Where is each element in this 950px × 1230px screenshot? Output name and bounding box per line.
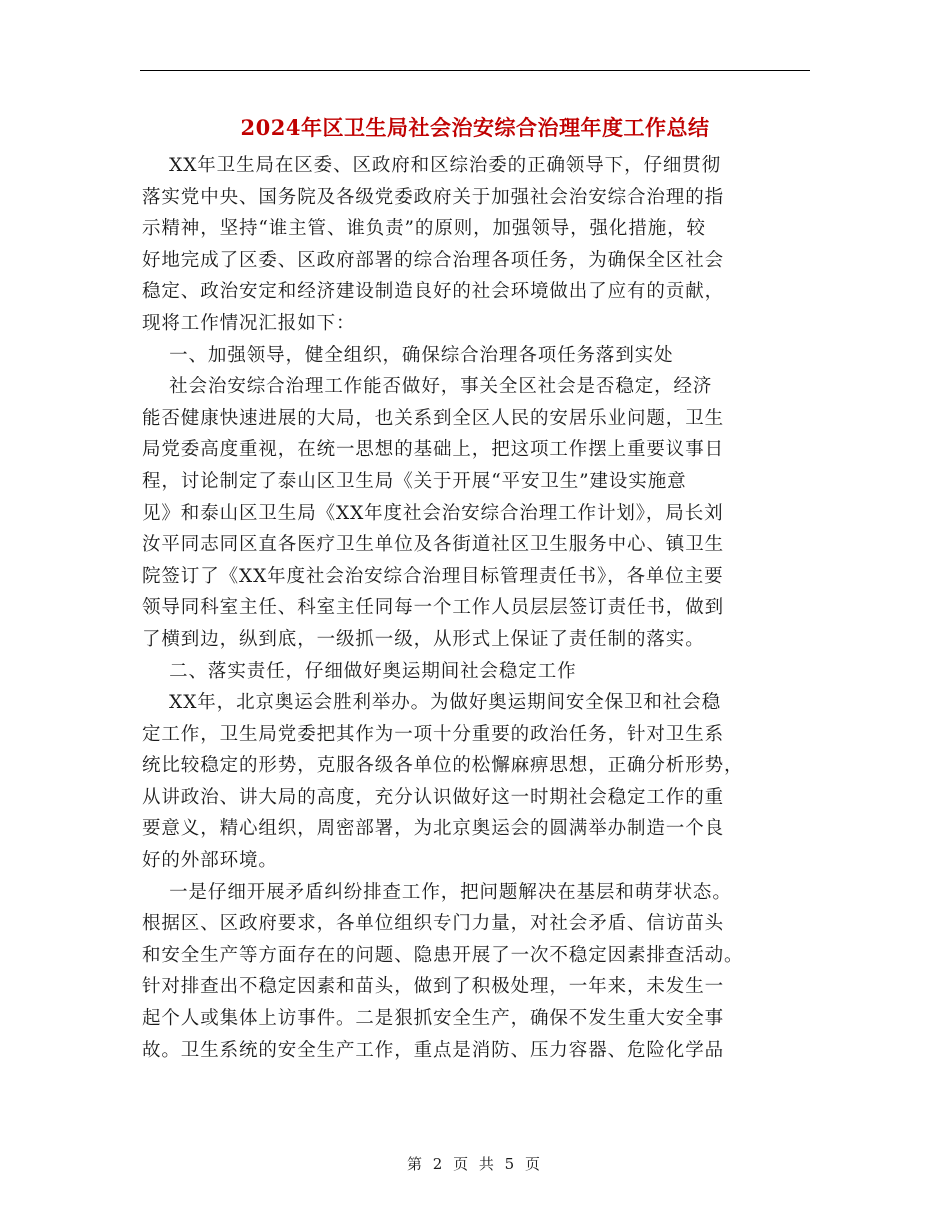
text-line: 能否健康快速进展的大局，也关系到全区人民的安居乐业问题，卫生: [142, 407, 725, 429]
document-title: 2024年区卫生局社会治安综合治理年度工作总结: [240, 115, 710, 140]
text-line: 根据区、区政府要求，各单位组织专门力量，对社会矛盾、信访苗头: [142, 913, 725, 935]
text-line: 好的外部环境。: [142, 850, 278, 872]
text-line: 程，讨论制定了泰山区卫生局《关于开展“平安卫生”建设实施意: [142, 470, 687, 492]
text-line: 汝平同志同区直各医疗卫生单位及各街道社区卫生服务中心、镇卫生: [142, 534, 725, 556]
text-line: XX年，北京奥运会胜利举办。为做好奥运期间安全保卫和社会稳: [142, 692, 722, 714]
text-line: 从讲政治、讲大局的高度，充分认识做好这一时期社会稳定工作的重: [142, 786, 725, 808]
text-line: 和安全生产等方面存在的问题、隐患开展了一次不稳定因素排查活动。: [142, 944, 744, 966]
text-line: 见》和泰山区卫生局《XX年度社会治安综合治理工作计划》，局长刘: [142, 502, 724, 524]
text-line: 院签订了《XX年度社会治安综合治理目标管理责任书》，各单位主要: [142, 565, 724, 587]
text-line: 定工作，卫生局党委把其作为一项十分重要的政治任务，针对卫生系: [142, 723, 725, 745]
text-line: 一是仔细开展矛盾纠纷排查工作，把问题解决在基层和萌芽状态。: [142, 881, 732, 903]
text-line: 了横到边，纵到底，一级抓一级，从形式上保证了责任制的落实。: [142, 628, 705, 650]
text-line: 二、落实责任，仔细做好奥运期间社会稳定工作: [142, 660, 577, 682]
text-line: 针对排查出不稳定因素和苗头，做到了积极处理，一年来，未发生一: [142, 976, 725, 998]
text-line: 现将工作情况汇报如下：: [142, 312, 356, 334]
text-line: 社会治安综合治理工作能否做好，事关全区社会是否稳定，经济: [142, 376, 713, 398]
page-number: 第 2 页 共 5 页: [407, 1155, 543, 1173]
text-line: 起个人或集体上访事件。二是狠抓安全生产，确保不发生重大安全事: [142, 1008, 725, 1030]
text-line: 示精神，坚持“谁主管、谁负责”的原则，加强领导，强化措施，较: [142, 218, 706, 240]
text-line: XX年卫生局在区委、区政府和区综治委的正确领导下，仔细贯彻: [142, 155, 722, 176]
text-line: 落实党中央、国务院及各级党委政府关于加强社会治安综合治理的指: [142, 186, 725, 208]
text-line: 好地完成了区委、区政府部署的综合治理各项任务，为确保全区社会: [142, 249, 725, 271]
text-line: 统比较稳定的形势，克服各级各单位的松懈麻痹思想，正确分析形势，: [142, 755, 744, 777]
document-body: [142, 150, 812, 1066]
text-line: 领导同科室主任、科室主任同每一个工作人员层层签订责任书，做到: [142, 597, 725, 619]
text-line: 稳定、政治安定和经济建设制造良好的社会环境做出了应有的贡献，: [142, 281, 725, 303]
text-line: 要意义，精心组织，周密部署，为北京奥运会的圆满举办制造一个良: [142, 818, 725, 840]
text-line: 故。卫生系统的安全生产工作，重点是消防、压力容器、危险化学品: [142, 1039, 725, 1061]
text-line: 一、加强领导，健全组织，确保综合治理各项任务落到实处: [142, 344, 674, 366]
header-rule: [140, 70, 810, 71]
text-line: 局党委高度重视，在统一思想的基础上，把这项工作摆上重要议事日: [142, 439, 725, 461]
